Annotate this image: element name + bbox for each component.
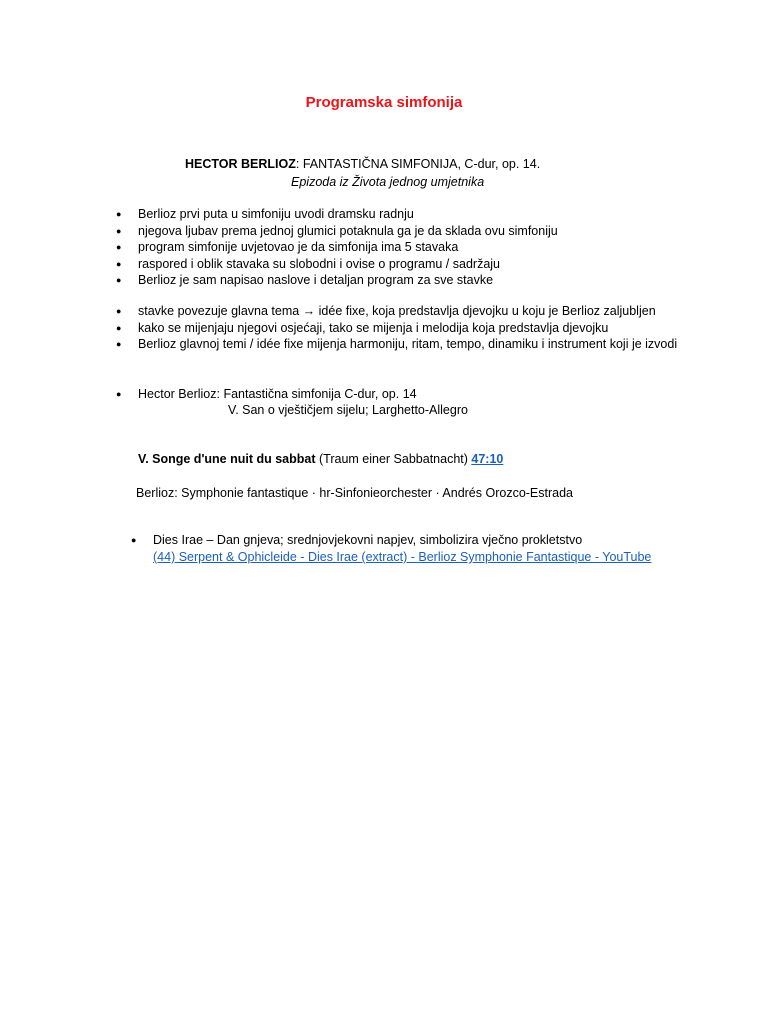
list-item: ● kako se mijenjaju njegovi osjećaji, tako se mijenja i melodija koja predstavlja djevojku xyxy=(116,320,609,335)
youtube-link[interactable]: (44) Serpent & Ophicleide - Dies Irae (extract) - Berlioz Symphonie Fantastique - YouTube xyxy=(153,550,652,564)
work-heading xyxy=(185,156,540,173)
movement-line: V. San o vještičjem sijelu; Larghetto-Allegro xyxy=(228,403,468,417)
bullet-icon: ● xyxy=(116,339,122,349)
bullet-icon: ● xyxy=(116,225,122,236)
duration-link[interactable]: 47:10 xyxy=(471,452,504,466)
list-item: ● Berlioz prvi puta u simfoniju uvodi dramsku radnju xyxy=(116,207,414,221)
bullet-icon: ● xyxy=(131,535,137,545)
list-item: ● Hector Berlioz: Fantastična simfonija C-dur, op. 14 xyxy=(116,387,417,401)
dies-irae-list xyxy=(131,532,582,549)
document-title: Programska simfonija xyxy=(305,94,463,111)
bullet-icon: ● xyxy=(116,209,122,219)
list-item: ● njegova ljubav prema jednoj glumici potaknula ga je da sklada ovu simfoniju xyxy=(116,223,558,238)
list-item: ● raspored i oblik stavaka su slobodni i ovise o programu / sadržaju xyxy=(116,256,500,271)
facts-list xyxy=(116,206,558,289)
bullet-icon: ● xyxy=(116,242,122,252)
movement-heading xyxy=(138,451,503,468)
movement-german-title: (Traum einer Sabbatnacht) xyxy=(315,452,472,466)
work-list xyxy=(116,386,417,403)
list-item: ● stavke povezuje glavna tema → idée fixe, koja predstavlja djevojku u koju je Berlioz zaljubljen xyxy=(116,304,656,318)
work-title: : FANTASTIČNA SIMFONIJA, C-dur, op. 14. xyxy=(295,157,541,171)
list-item: ● Berlioz glavnoj temi / idée fixe mijenja harmoniju, ritam, tempo, dinamiku i instrument koji je izvodi xyxy=(116,337,678,351)
list-item: ● Berlioz je sam napisao naslove i detaljan program za sve stavke xyxy=(116,273,494,287)
list-item: ● Dies Irae – Dan gnjeva; srednjovjekovni napjev, simbolizira vječno prokletstvo xyxy=(131,533,583,547)
recording-info: Berlioz: Symphonie fantastique · hr-Sinfonieorchester · Andrés Orozco-Estrada xyxy=(136,486,574,500)
composer-name: HECTOR BERLIOZ xyxy=(185,157,296,171)
bullet-icon: ● xyxy=(116,389,122,399)
bullet-icon: ● xyxy=(116,275,122,285)
list-item: ● program simfonije uvjetovao je da simfonija ima 5 stavaka xyxy=(116,240,459,254)
bullet-icon: ● xyxy=(116,322,122,333)
bullet-icon: ● xyxy=(116,258,122,269)
theme-list xyxy=(116,303,677,353)
movement-title: V. Songe d'une nuit du sabbat xyxy=(138,452,316,466)
work-subtitle: Epizoda iz Života jednog umjetnika xyxy=(291,175,485,189)
bullet-icon: ● xyxy=(116,306,122,316)
